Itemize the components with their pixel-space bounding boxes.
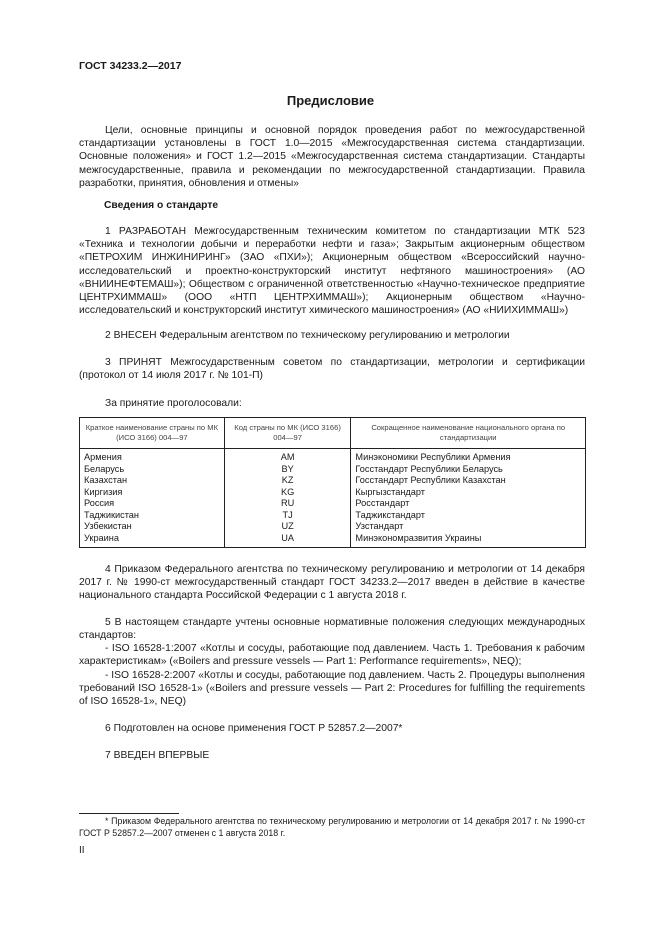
page-number: II <box>79 845 85 856</box>
body-cell: Узстандарт <box>351 521 586 533</box>
column-header-body: Сокращенное наименование национального органа по стандартизации <box>351 418 586 449</box>
item-1-developed: 1 РАЗРАБОТАН Межгосударственным техническим комитетом по стандартизации МТК 523 «Техника и технологии добычи и переработки нефти и газа»; Закрытым акционерным обществом «ПЕТРОХИМ ИНЖИНИРИНГ» (ЗАО «ПХИ»); Акционерным обществом «Всероссийский научно-исследовательский и проектно-конструкторский институт нефтяного машиностроения» (АО «ВНИИНЕФТЕМАШ»); Обществом с ограниченной ответственностью «Научно-техническое предприятие ЦЕНТРХИММАШ» (ООО «НТП ЦЕНТРХИММАШ»); Акционерным обществом «Научно-исследовательский и конструкторский институт химического машиностроения» (АО «НИИХИММАШ») <box>79 226 585 317</box>
footnote: * Приказом Федерального агентства по техническому регулированию и метрологии от 14 декабря 2017 г. № 1990-ст ГОСТ Р 52857.2—2007 отменен с 1 августа 2018 г. <box>79 816 585 838</box>
code-cell: UA <box>224 533 351 548</box>
section-heading: Сведения о стандарте <box>104 200 219 211</box>
code-cell: BY <box>224 464 351 476</box>
country-cell: Киргизия <box>80 487 225 499</box>
code-cell: TJ <box>224 510 351 522</box>
code-cell: UZ <box>224 521 351 533</box>
body-cell: Минэкономики Республики Армения <box>351 449 586 464</box>
table-row <box>80 487 586 499</box>
voting-table <box>79 417 586 548</box>
item-5-standards: 5 В настоящем стандарте учтены основные нормативные положения следующих международных стандартов: <box>79 617 585 642</box>
country-cell: Беларусь <box>80 464 225 476</box>
country-cell: Украина <box>80 533 225 548</box>
body-cell: Росстандарт <box>351 498 586 510</box>
iso-reference-2: - ISO 16528-2:2007 «Котлы и сосуды, работающие под давлением. Часть 2. Процедуры выполнения требований ISO 16528-1» («Boilers and pressure vessels — Part 2: Procedures for fulfilling the requirements of ISO 16528-1», NEQ) <box>79 670 585 708</box>
country-cell: Казахстан <box>80 475 225 487</box>
code-cell: KZ <box>224 475 351 487</box>
code-cell: AM <box>224 449 351 464</box>
table-row <box>80 464 586 476</box>
code-cell: RU <box>224 498 351 510</box>
country-cell: Узбекистан <box>80 521 225 533</box>
footnote-divider <box>79 813 179 814</box>
table-row <box>80 475 586 487</box>
item-6-prepared: 6 Подготовлен на основе применения ГОСТ Р 52857.2—2007* <box>105 723 403 734</box>
iso-reference-1: - ISO 16528-1:2007 «Котлы и сосуды, работающие под давлением. Часть 1. Требования к рабочим характеристикам» («Boilers and pressure vessels — Part 1: Performance requirements», NEQ); <box>79 643 585 668</box>
table-row <box>80 533 586 548</box>
document-code: ГОСТ 34233.2—2017 <box>79 60 182 72</box>
body-cell: Кыргызстандарт <box>351 487 586 499</box>
code-cell: KG <box>224 487 351 499</box>
body-cell: Госстандарт Республики Казахстан <box>351 475 586 487</box>
country-cell: Таджикистан <box>80 510 225 522</box>
country-cell: Армения <box>80 449 225 464</box>
column-header-country: Краткое наименование страны по МК (ИСО 3166) 004—97 <box>80 418 225 449</box>
table-row <box>80 510 586 522</box>
page-title: Предисловие <box>286 93 375 108</box>
item-3-adopted: 3 ПРИНЯТ Межгосударственным советом по стандартизации, метрологии и сертификации (протокол от 14 июля 2017 г. № 101-П) <box>79 357 585 382</box>
item-4-enacted: 4 Приказом Федерального агентства по техническому регулированию и метрологии от 14 декабря 2017 г. № 1990-ст межгосударственный стандарт ГОСТ 34233.2—2017 введен в действие в качестве национального стандарта Российской Федерации с 1 августа 2018 г. <box>79 564 585 602</box>
body-cell: Госстандарт Республики Беларусь <box>351 464 586 476</box>
body-cell: Таджикстандарт <box>351 510 586 522</box>
table-row <box>80 449 586 464</box>
table-row <box>80 521 586 533</box>
intro-paragraph: Цели, основные принципы и основной порядок проведения работ по межгосударственной стандартизации установлены в ГОСТ 1.0—2015 «Межгосударственная система стандартизации. Основные положения» и ГОСТ 1.2—2015 «Межгосударственная система стандартизации. Стандарты межгосударственные, правила и рекомендации по межгосударственной стандартизации. Правила разработки, принятия, обновления и отмены» <box>79 125 585 189</box>
vote-label: За принятие проголосовали: <box>105 398 242 409</box>
item-7-introduced: 7 ВВЕДЕН ВПЕРВЫЕ <box>105 750 210 761</box>
column-header-code: Код страны по МК (ИСО 3166) 004—97 <box>224 418 351 449</box>
item-2-submitted: 2 ВНЕСЕН Федеральным агентством по техническому регулированию и метрологии <box>105 330 510 341</box>
body-cell: Минэкономразвития Украины <box>351 533 586 548</box>
country-cell: Россия <box>80 498 225 510</box>
table-row <box>80 498 586 510</box>
table-header-row <box>80 418 586 449</box>
